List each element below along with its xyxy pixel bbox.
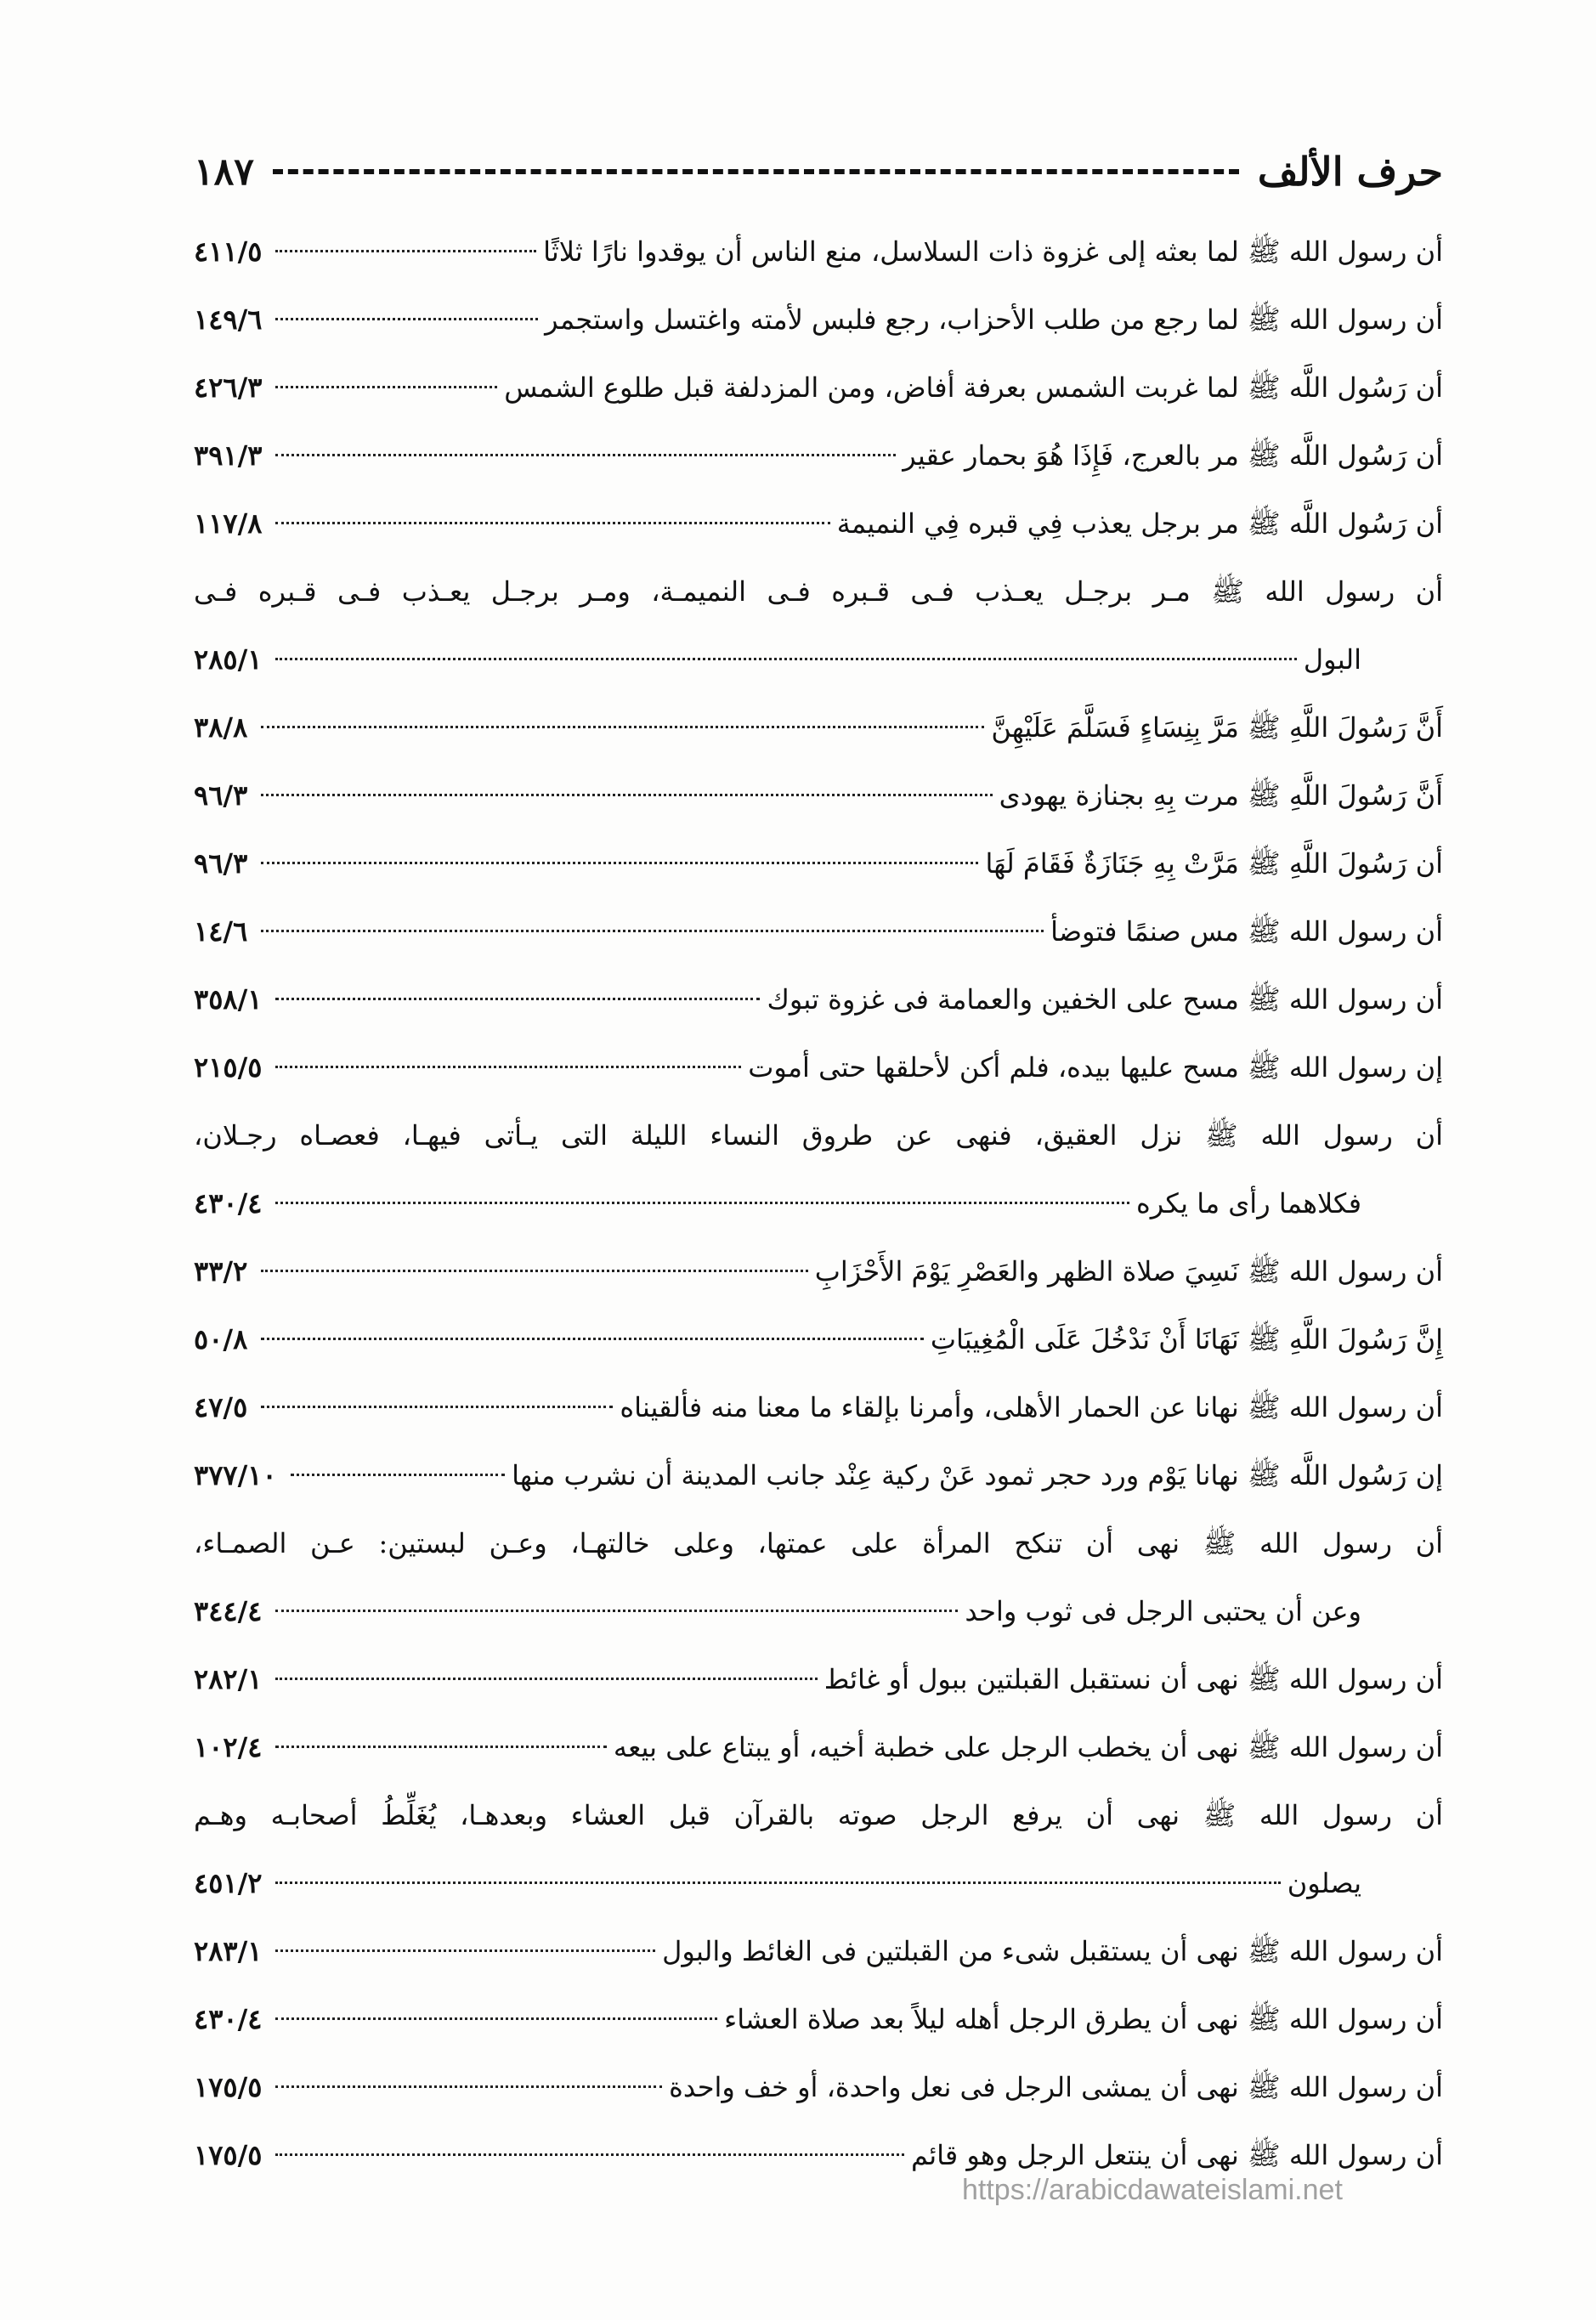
entry-text: أَنَّ رَسُولَ اللَّهِ ﷺ مرت بِهِ بجنازة يهودى [999,779,1443,812]
index-entry [194,1509,1443,1645]
entry-text: أن رَسُولَ اللَّهِ ﷺ مَرَّتْ بِهِ جَنَازَةٌ فَقَامَ لَهَا [985,847,1443,880]
entry-text: أن رسول الله ﷺ نهى أن ينتعل الرجل وهو قائم [910,2139,1443,2171]
volume-page-ref: ٣٥٨/١ [194,983,263,1016]
entry-text: إن رسول الله ﷺ مسح عليها بيده، فلم أكن لأحلقها حتى أموت [748,1051,1443,1084]
dot-leader [275,1949,655,1952]
index-entry [194,557,1443,693]
volume-page-ref: ٩٦/٣ [194,779,248,812]
entry-text: أن رَسُول اللَّه ﷺ مر بالعرج، فَإِذَا هُوَ بحمار عقير [903,439,1443,472]
dot-leader [275,2153,904,2156]
entry-text: أن رسول الله ﷺ نهى أن يمشى الرجل فى نعل واحدة، أو خف واحدة [669,2071,1443,2103]
volume-page-ref: ٤٢٦/٣ [194,371,263,404]
dot-leader [261,930,1044,932]
volume-page-ref: ١١٧/٨ [194,507,263,540]
entry-text: أن رسول الله ﷺ نهانا عن الحمار الأهلى، وأمرنا بإلقاء ما معنا منه فألقيناه [620,1391,1443,1423]
volume-page-ref: ١٤٩/٦ [194,303,263,336]
volume-page-ref: ٩٦/٣ [194,847,248,880]
dot-leader [261,862,978,864]
entry-text: أن رسول الله ﷺ نهى أن نستقبل القبلتين ببول أو غائط [823,1663,1443,1695]
entry-text: أن رسول الله ﷺ نهى أن يستقبل شىء من القبلتين فى الغائط والبول [662,1935,1443,1967]
entry-text: أن رسول الله ﷺ نَسِيَ صلاة الظهر والعَصْرِ يَوْمَ الأَحْزَابِ [814,1255,1443,1287]
index-entry [194,354,1443,422]
dot-leader [275,1610,958,1612]
entry-text: أَنَّ رَسُولَ اللَّهِ ﷺ مَرَّ بِنِسَاءٍ فَسَلَّمَ عَلَيْهِنَّ [991,711,1443,744]
entry-text: أن رسول الله ﷺ نهى أن يطرق الرجل أهله ليلاً بعد صلاة العشاء [724,2003,1443,2035]
entry-continuation: يصلون [1287,1867,1361,1899]
index-entry [194,1441,1443,1509]
index-entry [194,422,1443,489]
volume-page-ref: ٣٨/٨ [194,711,248,744]
dot-leader [275,2017,717,2020]
entry-continuation: فكلاهما رأى ما يكره [1136,1187,1361,1219]
entry-text: أن رسول الله ﷺ نهى أن يخطب الرجل على خطبة أخيه، أو يبتاع على بيعه [613,1731,1443,1763]
dot-leader [275,522,829,524]
entry-continuation: وعن أن يحتبى الرجل فى ثوب واحد [965,1595,1361,1627]
volume-page-ref: ١٧٥/٥ [194,2139,263,2171]
dot-leader [275,1881,1280,1884]
index-entry [194,1917,1443,1985]
volume-page-ref: ٤١١/٥ [194,235,263,268]
volume-page-ref: ٤٣٠/٤ [194,2003,263,2035]
chapter-title: حرف الألف [1257,149,1443,195]
header-dashed-rule [273,169,1239,174]
dot-leader [275,998,760,1000]
index-entry [194,1101,1443,1237]
dot-leader [261,1338,924,1340]
dot-leader [275,318,538,320]
watermark-url: https://arabicdawateislami.net [962,2174,1343,2206]
volume-page-ref: ٣٣/٢ [194,1255,248,1287]
index-entry [194,218,1443,286]
index-entry [194,1645,1443,1713]
dot-leader [275,454,896,456]
index-entry [194,693,1443,761]
index-entry [194,1033,1443,1101]
entry-text: أن رسول الله ﷺ مـر برجـل يعـذب فـى قـبره فـى النميمـة، ومـر برجـل يعـذب فـى قـبره فـى [194,575,1443,608]
volume-page-ref: ٣٧٧/١٠ [194,1459,277,1491]
entry-text: إِنَّ رَسُولَ اللَّهِ ﷺ نَهَانَا أَنْ نَدْخُلَ عَلَى الْمُغِيبَاتِ [930,1323,1443,1355]
entry-continuation: البول [1303,643,1361,676]
dot-leader [275,1066,741,1068]
volume-page-ref: ٤٥١/٢ [194,1867,263,1899]
index-entry [194,1373,1443,1441]
dot-leader [275,1678,817,1680]
dot-leader [275,1202,1129,1204]
entry-text: أن رسول الله ﷺ لما بعثه إلى غزوة ذات السلاسل، منع الناس أن يوقدوا نارًا ثلاثًا [543,235,1443,268]
page-number: ١٨٧ [194,150,254,194]
index-entries [194,218,1443,2189]
entry-text: أن رسول الله ﷺ نهى أن تنكح المرأة على عمتها، وعلى خالتهـا، وعـن لبستين: عـن الصمـاء، [194,1527,1443,1559]
volume-page-ref: ٤٣٠/٤ [194,1187,263,1219]
entry-text: أن رسول الله ﷺ لما رجع من طلب الأحزاب، رجع فلبس لأمته واغتسل واستجمر [545,303,1443,336]
dot-leader [261,1270,807,1272]
index-entry [194,1237,1443,1305]
index-entry [194,286,1443,354]
index-entry [194,1713,1443,1781]
dot-leader [275,2085,662,2088]
dot-leader [261,726,984,728]
volume-page-ref: ١٤/٦ [194,915,248,948]
entry-text: أن رسول الله ﷺ مسح على الخفين والعمامة فى غزوة تبوك [767,983,1443,1016]
volume-page-ref: ٣٤٤/٤ [194,1595,263,1627]
entry-text: أن رسول الله ﷺ نهى أن يرفع الرجل صوته بالقرآن قبل العشاء وبعدهـا، يُغَلِّطُ أصحابـه وهـم [194,1799,1443,1831]
index-entry [194,761,1443,829]
volume-page-ref: ٢٨٢/١ [194,1663,263,1695]
index-entry [194,1781,1443,1917]
volume-page-ref: ١٠٢/٤ [194,1731,263,1763]
dot-leader [275,1746,606,1748]
volume-page-ref: ٤٧/٥ [194,1391,248,1423]
index-entry [194,897,1443,965]
dot-leader [275,250,536,252]
volume-page-ref: ١٧٥/٥ [194,2071,263,2103]
page-header [194,146,1443,197]
dot-leader [261,1406,613,1408]
index-entry [194,1985,1443,2053]
volume-page-ref: ٢٨٥/١ [194,643,263,676]
dot-leader [275,658,1296,660]
volume-page-ref: ٥٠/٨ [194,1323,248,1355]
volume-page-ref: ٣٩١/٣ [194,439,263,472]
index-entry [194,2053,1443,2121]
index-entry [194,829,1443,897]
volume-page-ref: ٢١٥/٥ [194,1051,263,1084]
index-entry [194,965,1443,1033]
entry-text: إن رَسُول اللَّه ﷺ نهانا يَوْم ورد حجر ثمود عَنْ ركية عِنْد جانب المدينة أن نشرب منها [512,1459,1443,1491]
index-entry [194,489,1443,557]
dot-leader [291,1474,505,1476]
entry-text: أن رسول الله ﷺ نزل العقيق، فنهى عن طروق النساء الليلة التى يـأتى فيهـا، فعصـاه رجـلان، [194,1119,1443,1152]
entry-text: أن رسول الله ﷺ مس صنمًا فتوضأ [1050,915,1443,948]
dot-leader [261,794,992,796]
dot-leader [275,386,497,388]
volume-page-ref: ٢٨٣/١ [194,1935,263,1967]
entry-text: أن رَسُول اللَّه ﷺ لما غربت الشمس بعرفة أفاض، ومن المزدلفة قبل طلوع الشمس [504,371,1443,404]
index-entry [194,1305,1443,1373]
entry-text: أن رَسُول اللَّه ﷺ مر برجل يعذب فِي قبره فِي النميمة [836,507,1443,540]
